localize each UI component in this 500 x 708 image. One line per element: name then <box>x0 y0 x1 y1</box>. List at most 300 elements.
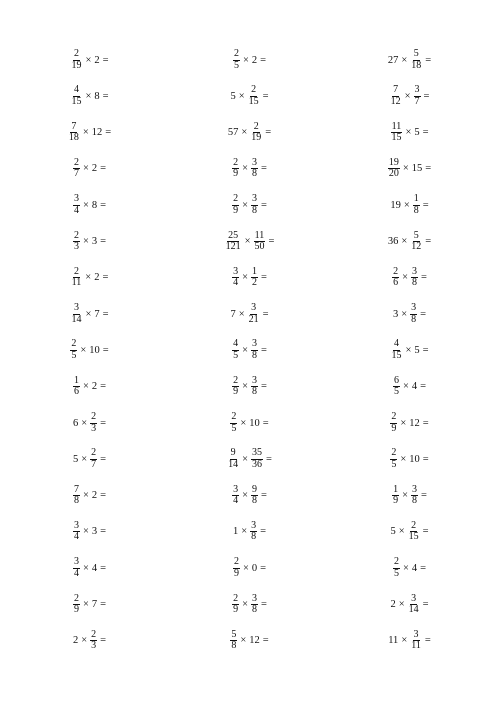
math-problem <box>30 260 150 296</box>
integer-operand: 12 <box>91 127 103 139</box>
equals-symbol: = <box>261 199 267 211</box>
integer-operand: 3 <box>91 236 98 247</box>
math-problem <box>190 587 310 623</box>
integer-operand: 4 <box>411 381 418 393</box>
fraction-numerator: 2 <box>233 592 239 604</box>
equals-symbol: = <box>268 236 275 247</box>
problem-row <box>0 623 500 659</box>
fraction-denominator: 4 <box>73 567 79 579</box>
fraction <box>413 194 420 216</box>
fraction <box>390 122 402 144</box>
integer-operand: 5 <box>414 127 420 139</box>
times-symbol: × <box>401 308 408 320</box>
equals-symbol: = <box>100 526 107 538</box>
problem-row <box>0 478 500 514</box>
problem-row <box>0 187 500 223</box>
fraction-numerator: 2 <box>391 447 397 459</box>
fraction-denominator: 7 <box>73 168 79 180</box>
times-symbol: × <box>82 381 89 393</box>
equals-symbol: = <box>420 381 427 393</box>
math-problem <box>30 332 150 368</box>
fraction-numerator: 2 <box>393 265 399 277</box>
integer-operand: 5 <box>390 526 396 538</box>
fraction-numerator: 4 <box>73 84 79 96</box>
times-symbol: × <box>402 272 408 284</box>
fraction-denominator: 9 <box>233 204 239 216</box>
integer-operand: 3 <box>392 308 399 320</box>
fraction <box>251 376 258 398</box>
integer-operand: 6 <box>72 417 79 429</box>
fraction-numerator: 5 <box>413 229 419 241</box>
fraction <box>410 49 422 71</box>
problem-row <box>0 405 500 441</box>
equals-symbol: = <box>100 163 107 175</box>
fraction <box>393 557 400 579</box>
fraction-denominator: 5 <box>393 386 399 398</box>
math-problem <box>350 441 470 477</box>
math-problem <box>350 260 470 296</box>
math-problem <box>190 187 310 223</box>
fraction-numerator: 3 <box>411 302 417 314</box>
fraction <box>390 339 402 361</box>
equals-symbol: = <box>100 417 107 429</box>
fraction-denominator: 121 <box>225 241 241 252</box>
math-problem <box>30 151 150 187</box>
fraction-denominator: 8 <box>412 277 417 289</box>
fraction-numerator: 2 <box>411 519 417 531</box>
problem-row <box>0 369 500 405</box>
equals-symbol: = <box>425 163 432 175</box>
equals-symbol: = <box>100 381 107 393</box>
fraction-numerator: 3 <box>412 265 417 277</box>
fraction-denominator: 12 <box>411 241 422 252</box>
times-symbol: × <box>238 308 245 320</box>
fraction-denominator: 2 <box>252 277 257 289</box>
fraction <box>230 412 237 434</box>
fraction-denominator: 8 <box>73 495 79 507</box>
times-symbol: × <box>401 635 408 647</box>
times-symbol: × <box>82 199 89 211</box>
integer-operand: 8 <box>94 90 100 102</box>
equals-symbol: = <box>102 308 109 320</box>
math-problem <box>30 224 150 260</box>
integer-operand: 2 <box>251 54 258 66</box>
math-problem <box>350 296 470 332</box>
fraction <box>233 49 240 71</box>
fraction <box>232 485 239 507</box>
fraction <box>393 376 400 398</box>
equals-symbol: = <box>261 381 267 393</box>
fraction-denominator: 4 <box>233 277 239 289</box>
fraction-denominator: 9 <box>233 604 239 615</box>
equals-symbol: = <box>102 54 109 66</box>
times-symbol: × <box>82 599 89 610</box>
integer-operand: 5 <box>414 344 420 356</box>
math-problem <box>190 550 310 586</box>
equals-symbol: = <box>260 562 267 574</box>
equals-symbol: = <box>425 236 432 247</box>
fraction-denominator: 15 <box>391 132 402 144</box>
fraction-denominator: 19 <box>71 59 82 71</box>
math-problem <box>30 514 150 550</box>
fraction-numerator: 35 <box>252 447 262 459</box>
math-problem <box>190 332 310 368</box>
fraction <box>232 376 239 398</box>
fraction <box>230 630 237 652</box>
fraction <box>70 49 82 71</box>
math-problem <box>190 151 310 187</box>
fraction <box>248 85 260 107</box>
equals-symbol: = <box>420 308 427 320</box>
fraction-numerator: 2 <box>233 374 239 386</box>
math-problem <box>30 587 150 623</box>
fraction <box>410 630 422 652</box>
integer-operand: 2 <box>91 381 98 393</box>
fraction-numerator: 2 <box>71 338 77 350</box>
math-problem <box>350 187 470 223</box>
times-symbol: × <box>401 54 408 66</box>
equals-symbol: = <box>420 562 427 574</box>
times-symbol: × <box>81 417 88 429</box>
problem-row <box>0 296 500 332</box>
math-problem <box>350 151 470 187</box>
equals-symbol: = <box>421 272 427 284</box>
fraction-numerator: 2 <box>73 156 79 168</box>
fraction-numerator: 2 <box>91 628 97 640</box>
integer-operand: 4 <box>91 562 98 574</box>
integer-operand: 7 <box>94 308 100 320</box>
integer-operand: 27 <box>387 54 399 66</box>
times-symbol: × <box>402 163 409 175</box>
fraction-numerator: 3 <box>73 193 79 205</box>
fraction-numerator: 1 <box>413 193 419 205</box>
times-symbol: × <box>242 599 248 610</box>
equals-symbol: = <box>423 90 430 102</box>
fraction <box>70 85 82 107</box>
math-problem <box>350 332 470 368</box>
fraction <box>251 448 263 470</box>
equals-symbol: = <box>422 344 429 356</box>
equals-symbol: = <box>260 54 267 66</box>
math-problem <box>190 224 310 260</box>
fraction-denominator: 9 <box>73 604 79 615</box>
equals-symbol: = <box>261 490 267 502</box>
times-symbol: × <box>82 127 89 139</box>
fraction <box>227 448 239 470</box>
fraction-denominator: 8 <box>251 531 257 543</box>
fraction-numerator: 1 <box>252 265 257 277</box>
math-problem <box>190 78 310 114</box>
integer-operand: 0 <box>251 562 258 574</box>
fraction-denominator: 8 <box>252 204 257 216</box>
equals-symbol: = <box>424 635 431 647</box>
times-symbol: × <box>242 490 248 502</box>
fraction-numerator: 19 <box>388 156 399 168</box>
fraction-denominator: 9 <box>233 567 239 579</box>
fraction <box>232 339 239 361</box>
fraction-denominator: 3 <box>91 640 97 652</box>
integer-operand: 2 <box>72 635 79 647</box>
fraction-numerator: 2 <box>73 229 79 241</box>
fraction-numerator: 3 <box>251 519 257 531</box>
equals-symbol: = <box>105 127 112 139</box>
problem-row <box>0 78 500 114</box>
fraction-denominator: 9 <box>391 422 397 434</box>
times-symbol: × <box>400 417 407 429</box>
fraction <box>90 630 97 652</box>
math-problem <box>30 42 150 78</box>
times-symbol: × <box>82 490 89 502</box>
fraction-denominator: 8 <box>252 349 257 361</box>
fraction <box>408 594 420 616</box>
fraction-denominator: 6 <box>73 386 79 398</box>
math-problem <box>350 587 470 623</box>
fraction-denominator: 50 <box>254 241 265 252</box>
fraction <box>71 267 83 289</box>
fraction-numerator: 25 <box>228 229 239 241</box>
problem-row <box>0 42 500 78</box>
fraction-denominator: 11 <box>71 277 82 289</box>
fraction-numerator: 6 <box>393 374 399 386</box>
integer-operand: 3 <box>91 526 98 538</box>
fraction-numerator: 3 <box>412 483 417 495</box>
math-problem <box>350 623 470 659</box>
fraction-denominator: 14 <box>71 313 82 325</box>
fraction-denominator: 3 <box>91 422 97 434</box>
fraction-denominator: 9 <box>393 495 399 507</box>
integer-operand: 10 <box>89 344 100 356</box>
times-symbol: × <box>404 90 411 102</box>
fraction-numerator: 7 <box>71 120 77 132</box>
integer-operand: 36 <box>387 236 399 247</box>
fraction-denominator: 8 <box>252 386 257 398</box>
math-problem <box>30 187 150 223</box>
fraction-denominator: 3 <box>73 241 79 252</box>
fraction <box>254 231 266 253</box>
math-problem <box>30 78 150 114</box>
fraction-numerator: 5 <box>231 628 237 640</box>
fraction-denominator: 12 <box>390 95 401 107</box>
math-problem <box>30 441 150 477</box>
times-symbol: × <box>405 127 412 139</box>
fraction-numerator: 2 <box>251 84 257 96</box>
equals-symbol: = <box>100 453 107 465</box>
fraction-denominator: 15 <box>408 531 419 543</box>
fraction-denominator: 8 <box>252 168 257 180</box>
fraction-numerator: 3 <box>73 302 79 314</box>
math-problem <box>30 296 150 332</box>
equals-symbol: = <box>102 272 109 284</box>
equals-symbol: = <box>262 90 269 102</box>
times-symbol: × <box>242 562 249 574</box>
fraction-denominator: 5 <box>231 422 237 434</box>
times-symbol: × <box>81 453 88 465</box>
fraction-numerator: 2 <box>233 48 239 59</box>
integer-operand: 4 <box>411 562 418 574</box>
equals-symbol: = <box>266 453 272 465</box>
equals-symbol: = <box>261 599 267 610</box>
fraction <box>73 376 80 398</box>
fraction-numerator: 2 <box>73 48 79 59</box>
fraction-denominator: 7 <box>91 458 97 470</box>
fraction-numerator: 11 <box>391 120 402 132</box>
problem-row <box>0 587 500 623</box>
fraction-numerator: 2 <box>233 156 239 168</box>
fraction-numerator: 3 <box>233 265 239 277</box>
fraction <box>70 339 77 361</box>
equals-symbol: = <box>422 453 429 465</box>
math-problem <box>190 623 310 659</box>
equals-symbol: = <box>100 490 107 502</box>
fraction-numerator: 3 <box>252 592 257 604</box>
fraction-denominator: 8 <box>252 495 257 507</box>
fraction <box>410 303 417 325</box>
problem-row <box>0 115 500 151</box>
problem-row <box>0 550 500 586</box>
problem-row <box>0 260 500 296</box>
math-problem <box>30 478 150 514</box>
integer-operand: 7 <box>230 308 236 320</box>
times-symbol: × <box>82 163 89 175</box>
fraction-numerator: 1 <box>393 483 399 495</box>
fraction-numerator: 3 <box>233 483 239 495</box>
fraction-denominator: 5 <box>391 458 397 470</box>
math-problem <box>190 441 310 477</box>
fraction <box>90 412 97 434</box>
times-symbol: × <box>85 90 92 102</box>
equals-symbol: = <box>265 127 272 139</box>
fraction-denominator: 15 <box>391 349 402 361</box>
fraction-denominator: 5 <box>233 349 239 361</box>
equals-symbol: = <box>261 272 267 284</box>
fraction-numerator: 11 <box>254 229 265 241</box>
fraction-denominator: 11 <box>411 640 421 652</box>
equals-symbol: = <box>422 199 429 211</box>
problem-row <box>0 332 500 368</box>
fraction-numerator: 9 <box>230 447 236 459</box>
fraction <box>388 158 400 180</box>
fraction-denominator: 6 <box>393 277 399 289</box>
math-problem <box>350 224 470 260</box>
integer-operand: 7 <box>91 599 98 610</box>
fraction <box>410 231 422 253</box>
fraction <box>390 85 402 107</box>
integer-operand: 10 <box>249 417 260 429</box>
problem-row <box>0 224 500 260</box>
fraction <box>251 485 258 507</box>
math-problem <box>30 369 150 405</box>
times-symbol: × <box>398 526 405 538</box>
integer-operand: 5 <box>72 453 79 465</box>
fraction-denominator: 5 <box>71 349 77 361</box>
times-symbol: × <box>242 381 248 393</box>
fraction-denominator: 8 <box>413 204 419 216</box>
fraction <box>250 521 257 543</box>
integer-operand: 12 <box>409 417 420 429</box>
problem-row <box>0 514 500 550</box>
fraction <box>73 521 80 543</box>
fraction-numerator: 4 <box>233 338 239 350</box>
times-symbol: × <box>242 199 248 211</box>
fraction <box>392 485 399 507</box>
fraction <box>232 594 239 616</box>
times-symbol: × <box>82 236 89 247</box>
fraction-numerator: 2 <box>91 411 97 422</box>
times-symbol: × <box>81 635 88 647</box>
fraction-denominator: 14 <box>408 604 419 615</box>
equals-symbol: = <box>261 163 267 175</box>
fraction-numerator: 3 <box>413 628 419 640</box>
fraction-numerator: 3 <box>73 519 79 531</box>
fraction-numerator: 3 <box>252 374 257 386</box>
fraction-denominator: 5 <box>233 59 239 71</box>
equals-symbol: = <box>262 417 269 429</box>
times-symbol: × <box>242 54 249 66</box>
fraction-denominator: 36 <box>252 458 262 470</box>
integer-operand: 19 <box>390 199 401 211</box>
integer-operand: 1 <box>232 526 239 538</box>
math-problem <box>30 550 150 586</box>
equals-symbol: = <box>260 526 267 538</box>
equals-symbol: = <box>261 344 267 356</box>
equals-symbol: = <box>422 599 429 610</box>
fraction-numerator: 3 <box>252 193 257 205</box>
fraction <box>232 194 239 216</box>
fraction-numerator: 2 <box>233 193 239 205</box>
fraction-numerator: 2 <box>253 120 259 132</box>
equals-symbol: = <box>422 127 429 139</box>
equals-symbol: = <box>425 54 432 66</box>
math-problem <box>190 296 310 332</box>
fraction-denominator: 4 <box>73 531 79 543</box>
fraction-numerator: 3 <box>73 556 79 568</box>
fraction-denominator: 20 <box>388 168 399 180</box>
times-symbol: × <box>402 562 409 574</box>
math-problem <box>350 78 470 114</box>
math-problem <box>350 369 470 405</box>
times-symbol: × <box>240 417 247 429</box>
fraction-denominator: 15 <box>71 95 82 107</box>
equals-symbol: = <box>100 562 107 574</box>
math-problem <box>30 623 150 659</box>
fraction-numerator: 3 <box>414 84 420 96</box>
problem-row <box>0 151 500 187</box>
equals-symbol: = <box>100 199 107 211</box>
integer-operand: 12 <box>249 635 260 647</box>
equals-symbol: = <box>100 635 107 647</box>
times-symbol: × <box>403 199 410 211</box>
fraction-numerator: 3 <box>252 338 257 350</box>
fraction <box>411 267 418 289</box>
math-problem <box>190 514 310 550</box>
fraction-denominator: 8 <box>231 640 237 652</box>
times-symbol: × <box>82 526 89 538</box>
math-problem <box>190 369 310 405</box>
fraction-denominator: 19 <box>251 132 262 144</box>
fraction <box>90 448 97 470</box>
fraction-denominator: 15 <box>248 95 259 107</box>
times-symbol: × <box>82 562 89 574</box>
fraction-numerator: 4 <box>393 338 399 350</box>
fraction <box>411 485 418 507</box>
math-problem <box>30 115 150 151</box>
integer-operand: 2 <box>91 490 98 502</box>
math-problem <box>190 405 310 441</box>
times-symbol: × <box>85 308 92 320</box>
times-symbol: × <box>401 236 408 247</box>
equals-symbol: = <box>100 599 107 610</box>
integer-operand: 2 <box>390 599 396 610</box>
